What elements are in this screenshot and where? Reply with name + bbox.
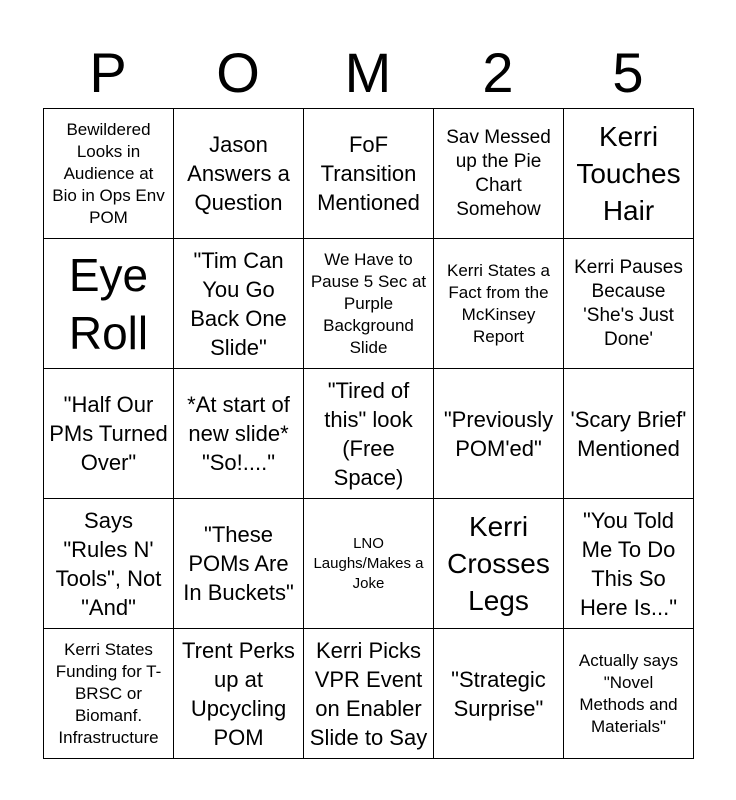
title-letter: M: [344, 41, 392, 104]
bingo-cell[interactable]: "Half Our PMs Turned Over": [44, 369, 174, 499]
bingo-cell[interactable]: Kerri States a Fact from the McKinsey Report: [434, 239, 564, 369]
title-letter: P: [89, 41, 127, 104]
bingo-cell[interactable]: Jason Answers a Question: [174, 109, 304, 239]
board-row: [44, 499, 694, 629]
board-row: [44, 369, 694, 499]
bingo-cell free-space[interactable]: "Tired of this" look (Free Space): [304, 369, 434, 499]
bingo-cell[interactable]: 'Scary Brief' Mentioned: [564, 369, 694, 499]
title-letter: O: [216, 41, 260, 104]
bingo-title: [43, 38, 693, 108]
bingo-cell[interactable]: Kerri Pauses Because 'She's Just Done': [564, 239, 694, 369]
board-row: [44, 629, 694, 759]
bingo-cell[interactable]: Eye Roll: [44, 239, 174, 369]
bingo-cell[interactable]: Kerri Picks VPR Event on Enabler Slide to Say: [304, 629, 434, 759]
bingo-cell[interactable]: Trent Perks up at Upcycling POM: [174, 629, 304, 759]
bingo-cell[interactable]: "Tim Can You Go Back One Slide": [174, 239, 304, 369]
bingo-cell[interactable]: Bewildered Looks in Audience at Bio in Ops Env POM: [44, 109, 174, 239]
bingo-cell[interactable]: "You Told Me To Do This So Here Is...": [564, 499, 694, 629]
bingo-cell[interactable]: Kerri States Funding for T-BRSC or Biomanf. Infrastructure: [44, 629, 174, 759]
bingo-cell[interactable]: FoF Transition Mentioned: [304, 109, 434, 239]
bingo-cell[interactable]: "Previously POM'ed": [434, 369, 564, 499]
title-letter: 5: [612, 41, 644, 104]
bingo-board: [43, 108, 694, 759]
bingo-cell[interactable]: Actually says "Novel Methods and Materials": [564, 629, 694, 759]
bingo-cell[interactable]: We Have to Pause 5 Sec at Purple Background Slide: [304, 239, 434, 369]
bingo-cell[interactable]: Kerri Crosses Legs: [434, 499, 564, 629]
board-row: [44, 239, 694, 369]
title-letter: 2: [482, 41, 514, 104]
bingo-cell[interactable]: *At start of new slide* "So!....": [174, 369, 304, 499]
bingo-cell[interactable]: Sav Messed up the Pie Chart Somehow: [434, 109, 564, 239]
bingo-cell[interactable]: LNO Laughs/Makes a Joke: [304, 499, 434, 629]
bingo-cell[interactable]: Says "Rules N' Tools", Not "And": [44, 499, 174, 629]
bingo-cell[interactable]: Kerri Touches Hair: [564, 109, 694, 239]
bingo-cell[interactable]: "These POMs Are In Buckets": [174, 499, 304, 629]
board-row: [44, 109, 694, 239]
bingo-cell[interactable]: "Strategic Surprise": [434, 629, 564, 759]
